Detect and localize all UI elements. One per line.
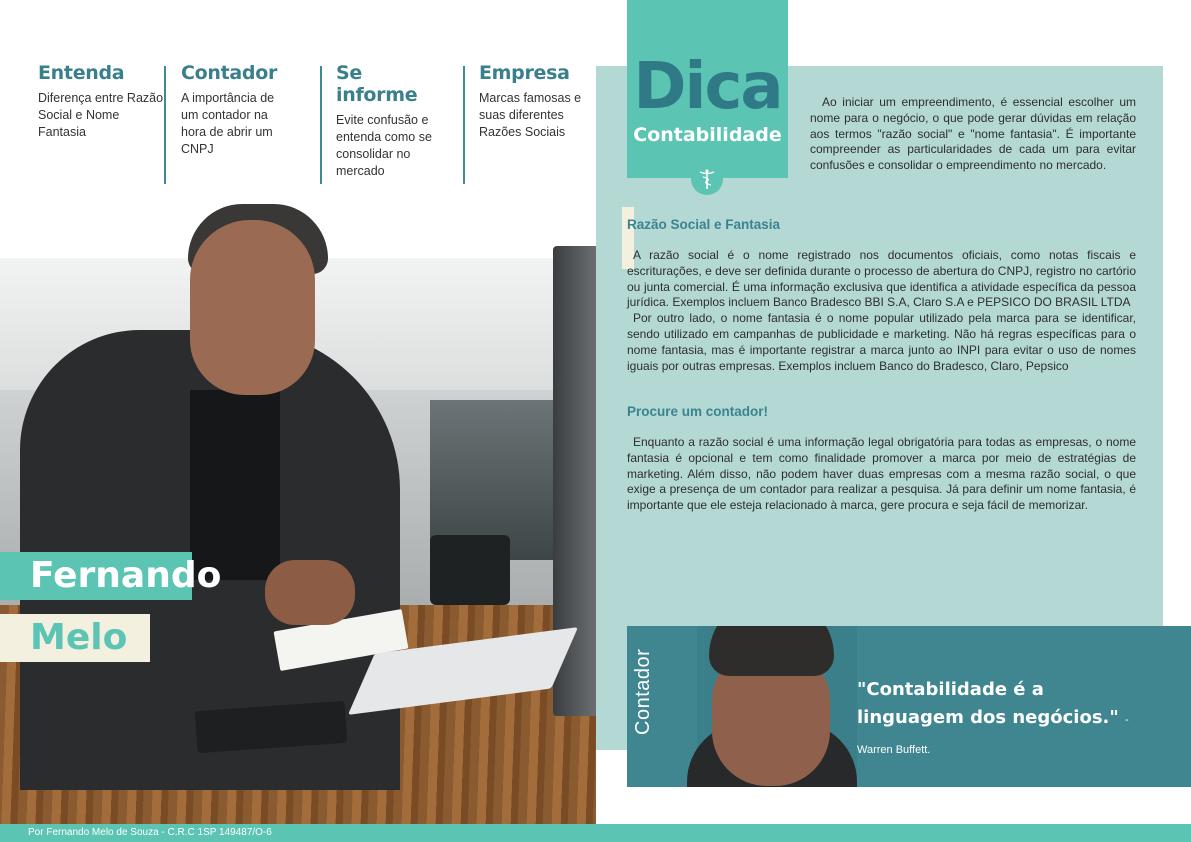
footer-bar: [0, 824, 1191, 842]
column-empresa: [479, 62, 583, 141]
column-title: Entenda: [38, 62, 125, 84]
section-body-procure-contador: [627, 435, 1136, 514]
dica-subtitle: Contabilidade: [633, 124, 782, 146]
column-divider: [463, 66, 465, 184]
intro-text: [810, 95, 1136, 174]
column-title: Contador: [181, 62, 278, 84]
column-text: Evite confusão e entenda como se consolidar no mercado: [336, 113, 432, 178]
intro-paragraph: Ao iniciar um empreendimento, é essencial escolher um nome para o negócio, o que pode gerar dúvidas em relação aos termos "razão social" e "nome fantasia". É importante compreender as particularidades de cada um para evitar confusões e consolidar o empreendimento no mercado.: [810, 95, 1136, 173]
column-se-informe: [336, 62, 448, 180]
name-first: Fernando: [0, 552, 192, 600]
dica-title: Dica: [633, 50, 782, 124]
quote-body: "Contabilidade é a linguagem dos negócios.": [857, 679, 1119, 728]
footer-credit: Por Fernando Melo de Souza - C.R.C 1SP 149487/O-6: [28, 827, 272, 838]
column-text: A importância de um contador na hora de abrir um CNPJ: [181, 91, 275, 156]
quote-text: [857, 676, 1157, 764]
person-hand: [265, 560, 355, 625]
person-shirt: [190, 390, 280, 580]
section-title-razao-social: Razão Social e Fantasia: [627, 217, 781, 232]
column-divider: [320, 66, 322, 184]
section-body-razao-social: [627, 248, 1136, 374]
person-head: [190, 220, 315, 395]
caduceus-icon: [691, 163, 723, 195]
column-text: Diferença entre Razão Social e Nome Fantasia: [38, 91, 164, 139]
office-chair: [430, 535, 510, 605]
section-paragraph: Enquanto a razão social é uma informação legal obrigatória para todas as empresas, o nome fantasia é opcional e tem como finalidade promover a marca por meio de estratégias de marketing. Além disso, não podem haver duas empresas com a mesma razão social, o que exige a presença de um contador para realizar a pesquisa. Já para definir um nome fantasia, é importante que ele esteja relacionado à marca, gere procura e seja fácil de memorizar.: [627, 435, 1136, 513]
section-title-procure-contador: Procure um contador!: [627, 404, 769, 419]
dica-header: [627, 0, 788, 178]
column-text: Marcas famosas e suas diferentes Razões Sociais: [479, 91, 582, 139]
role-label: Contador: [632, 648, 654, 735]
column-contador: [181, 62, 291, 158]
column-title: Se informe: [336, 62, 418, 106]
section-paragraph: A razão social é o nome registrado nos documentos oficiais, como notas fiscais e escriturações, e deve ser definida durante o processo de abertura do CNPJ, registro no cartório ou junta comercial. É uma informação exclusiva que identifica a atividade específica da pessoa jurídica. Exemplos incluem Banco Bradesco BBI S.A, Claro S.A e PEPSICO DO BRASIL LTDA: [627, 248, 1136, 310]
quote-person-hair: [709, 626, 834, 676]
portrait-photo: [0, 200, 596, 824]
section-paragraph: Por outro lado, o nome fantasia é o nome popular utilizado pela marca para se identificar, sendo utilizado em campanhas de publicidade e marketing. Não há regras específicas para o nome fantasia, mas é importante registrar a marca junto ao INPI para evitar o uso de nomes iguais por outras empresas. Exemplos incluem Banco do Bradesco, Claro, Pepsico: [627, 311, 1136, 373]
quote-author: - Warren Buffett.: [857, 714, 1129, 756]
column-title: Empresa: [479, 62, 570, 84]
column-divider: [164, 66, 166, 184]
name-last: Melo: [0, 614, 150, 662]
column-entenda: [38, 62, 168, 141]
